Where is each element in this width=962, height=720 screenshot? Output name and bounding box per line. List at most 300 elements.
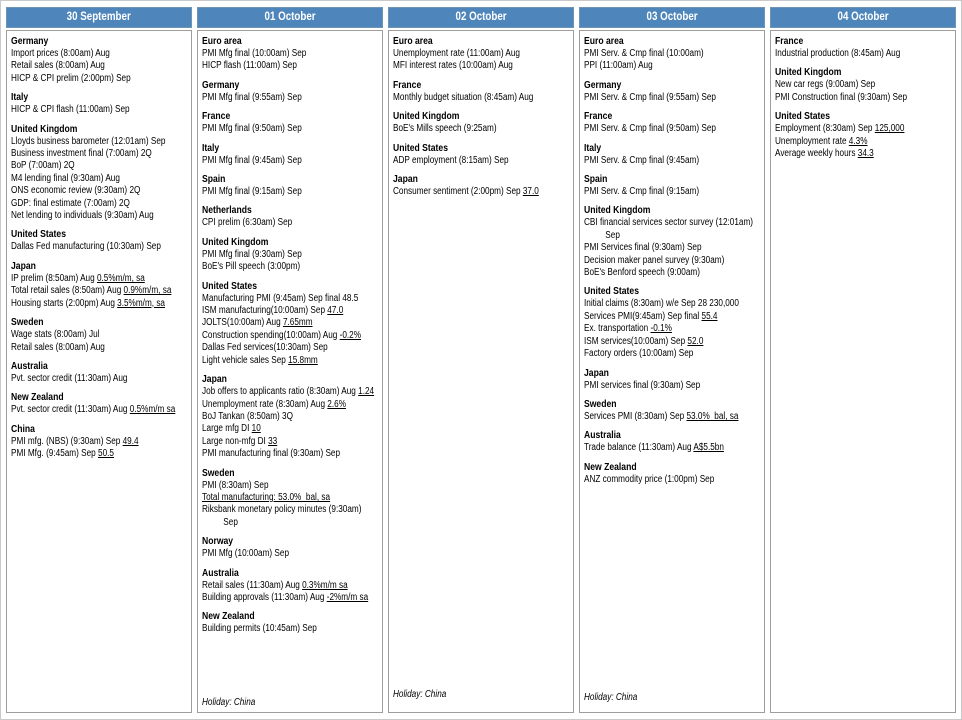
column-date-header: [770, 7, 956, 28]
event-value: 55.4: [701, 310, 718, 322]
column-events-body: [6, 30, 192, 713]
event-item: [584, 336, 753, 348]
event-text: Wage stats (8:00am) Jul: [11, 329, 100, 341]
event-item: [11, 373, 175, 385]
event-value: 37.0: [522, 186, 539, 198]
column-date-header: [6, 7, 192, 28]
event-item: [11, 436, 175, 448]
event-item: [393, 92, 539, 104]
country-name: Sweden: [584, 397, 617, 410]
event-value: 52.0: [687, 335, 704, 347]
event-text: Unemployment rate (11:00am) Aug: [393, 48, 520, 59]
event-text: Job offers to applicants ratio (8:30am) Aug: [202, 386, 359, 398]
event-text: Manufacturing PMI (9:45am) Sep final 48.5: [202, 292, 359, 304]
event-text: HICP & CPI prelim (2:00pm) Sep: [11, 72, 131, 84]
event-item: [202, 342, 374, 354]
event-value: 7.65mm: [282, 317, 313, 329]
column-events-content: [202, 34, 374, 709]
event-item: [11, 285, 175, 297]
event-text: Sep: [223, 516, 238, 528]
event-text: Employment (8:30am) Sep: [775, 123, 875, 135]
event-item: [202, 48, 374, 60]
event-item: [775, 92, 919, 104]
country-name: New Zealand: [584, 460, 637, 473]
event-item: [202, 492, 374, 504]
holiday-note: Holiday: China: [393, 688, 447, 700]
event-item: [775, 148, 919, 160]
event-item: [11, 404, 175, 416]
event-item: [202, 580, 374, 592]
country-name: Germany: [584, 78, 622, 91]
event-item: [11, 329, 175, 341]
event-item: [202, 305, 374, 317]
event-text: PMI Serv. & Cmp final (9:55am) Sep: [584, 91, 716, 103]
event-item: [11, 298, 175, 310]
country-name: Italy: [584, 141, 602, 154]
column-date-label: 30 September: [66, 11, 132, 23]
event-value: 4.3%: [848, 135, 868, 147]
economic-calendar-table: [6, 7, 956, 713]
event-text: Retail sales (8:00am) Aug: [11, 341, 105, 353]
event-item: [584, 60, 753, 72]
event-text: ONS economic review (9:30am) 2Q: [11, 185, 141, 197]
event-item: [202, 261, 374, 273]
event-item: [11, 48, 175, 60]
event-item: [202, 317, 374, 329]
event-text: M4 lending final (9:30am) Aug: [11, 172, 120, 184]
country-section: [775, 66, 919, 104]
country-section: [775, 35, 919, 60]
country-name: Italy: [11, 91, 29, 104]
event-item: [11, 73, 175, 85]
event-text: PMI Mfg final (9:30am) Sep: [202, 248, 302, 260]
event-item: [202, 386, 374, 398]
country-section: [584, 429, 753, 454]
event-text: Sep: [605, 229, 620, 241]
event-item: [584, 323, 753, 335]
event-item: [584, 267, 753, 279]
country-section: [202, 610, 374, 635]
country-name: United Kingdom: [775, 66, 842, 79]
calendar-day-column: [579, 7, 765, 713]
event-item: [11, 173, 175, 185]
event-item: [11, 148, 175, 160]
event-text: PMI Mfg final (9:45am) Sep: [202, 154, 302, 166]
event-item: [584, 123, 753, 135]
event-text: Total retail sales (8:50am) Aug: [11, 285, 124, 297]
event-text: Import prices (8:00am) Aug: [11, 48, 110, 59]
event-item: [202, 186, 374, 198]
country-section: [11, 228, 175, 253]
country-name: Norway: [202, 535, 234, 548]
country-name: Japan: [11, 259, 36, 272]
event-item: [393, 60, 539, 72]
event-text: Building permits (10:45am) Sep: [202, 623, 317, 635]
event-text: MFI interest rates (10:00am) Aug: [393, 60, 513, 72]
event-text: BoE's Mills speech (9:25am): [393, 123, 497, 135]
event-item: [202, 423, 374, 435]
event-text: Factory orders (10:00am) Sep: [584, 348, 694, 360]
country-name: New Zealand: [202, 610, 255, 623]
event-item: [11, 342, 175, 354]
event-text: Dallas Fed services(10:30am) Sep: [202, 342, 328, 354]
event-item: [202, 504, 374, 516]
country-name: France: [775, 35, 804, 47]
event-item: [11, 448, 175, 460]
event-text: BoE's Pill speech (3:00pm): [202, 261, 301, 273]
event-text: Pvt. sector credit (11:30am) Aug: [11, 372, 128, 384]
event-text: Riksbank monetary policy minutes (9:30am): [202, 504, 362, 516]
event-text: Large non-mfg DI: [202, 435, 269, 447]
event-text: PMI Serv. & Cmp final (9:50am) Sep: [584, 123, 716, 135]
event-value: 0.9%m/m, sa: [123, 285, 172, 297]
column-events-content: [584, 34, 753, 709]
event-item: [11, 60, 175, 72]
event-text: PMI (8:30am) Sep: [202, 479, 269, 491]
event-value: Total manufacturing: 53.0% bal, sa: [202, 491, 331, 503]
event-text: Housing starts (2:00pm) Aug: [11, 297, 118, 309]
event-item: [584, 242, 753, 254]
event-text: JOLTS(10:00am) Aug: [202, 317, 283, 329]
country-section: [584, 35, 753, 73]
event-item: [202, 92, 374, 104]
country-name: United States: [584, 285, 640, 298]
event-value: -0.1%: [650, 323, 672, 335]
event-text: Decision maker panel survey (9:30am): [584, 254, 725, 266]
country-name: United States: [393, 141, 449, 154]
country-name: Euro area: [584, 35, 624, 47]
country-section: [202, 142, 374, 167]
country-section: [202, 535, 374, 560]
event-text: New car regs (9:00am) Sep: [775, 79, 876, 91]
event-text: Industrial production (8:45am) Aug: [775, 48, 901, 59]
event-text: PMI Mfg final (9:55am) Sep: [202, 91, 302, 103]
event-text: PMI Construction final (9:30am) Sep: [775, 91, 908, 103]
event-item: [11, 210, 175, 222]
event-text: Net lending to individuals (9:30am) Aug: [11, 210, 154, 222]
country-section: [584, 110, 753, 135]
event-item: [202, 249, 374, 261]
column-date-label: 03 October: [646, 11, 698, 23]
country-section: [202, 567, 374, 605]
event-text: Pvt. sector credit (11:30am) Aug: [11, 404, 130, 416]
event-item: [584, 230, 753, 242]
event-item: [584, 217, 753, 229]
event-value: 15.8mm: [288, 354, 318, 366]
event-item: [775, 136, 919, 148]
event-value: 0.5%m/m, sa: [96, 272, 145, 284]
country-section: [202, 280, 374, 367]
event-item: [393, 48, 539, 60]
country-name: United States: [11, 228, 67, 241]
column-date-label: 04 October: [837, 11, 889, 23]
event-text: Ex. transportation: [584, 323, 651, 335]
column-events-body: [579, 30, 765, 713]
country-section: [11, 423, 175, 461]
event-text: Building approvals (11:30am) Aug: [202, 591, 327, 603]
event-text: PMI Serv. & Cmp final (9:15am): [584, 186, 700, 198]
country-section: [11, 35, 175, 85]
event-text: PMI Mfg (10:00am) Sep: [202, 548, 290, 560]
event-value: 125,000: [874, 123, 905, 135]
country-section: [202, 467, 374, 530]
event-item: [584, 380, 753, 392]
country-section: [11, 391, 175, 416]
event-item: [202, 155, 374, 167]
column-events-body: [197, 30, 383, 713]
event-item: [202, 293, 374, 305]
event-text: Monthly budget situation (8:45am) Aug: [393, 91, 534, 103]
country-section: [393, 173, 539, 198]
country-name: Italy: [202, 141, 220, 154]
country-section: [11, 123, 175, 223]
country-name: Netherlands: [202, 204, 252, 217]
event-item: [584, 155, 753, 167]
country-name: United Kingdom: [393, 110, 460, 123]
event-text: Retail sales (11:30am) Aug: [202, 579, 303, 591]
country-section: [584, 285, 753, 360]
event-value: 53.0% bal, sa: [686, 410, 739, 422]
country-name: United Kingdom: [584, 204, 651, 217]
country-name: France: [393, 78, 422, 91]
event-value: 0.3%m/m sa: [302, 579, 348, 591]
event-text: Average weekly hours: [775, 148, 858, 160]
country-name: New Zealand: [11, 391, 64, 404]
event-item: [584, 411, 753, 423]
country-section: [202, 35, 374, 73]
event-item: [584, 186, 753, 198]
event-item: [11, 241, 175, 253]
event-value: 2.6%: [327, 398, 346, 410]
country-section: [393, 35, 539, 73]
event-item: [584, 348, 753, 360]
column-date-label: 01 October: [264, 11, 316, 23]
event-item: [393, 186, 539, 198]
country-name: Japan: [584, 366, 609, 379]
event-text: Light vehicle sales Sep: [202, 354, 289, 366]
country-section: [202, 79, 374, 104]
event-value: 34.3: [857, 148, 874, 160]
calendar-day-column: [388, 7, 574, 713]
event-text: Lloyds business barometer (12:01am) Sep: [11, 135, 166, 147]
country-section: [11, 360, 175, 385]
event-item: [202, 60, 374, 72]
event-value: 50.5: [98, 448, 114, 460]
event-text: Initial claims (8:30am) w/e Sep 28 230,000: [584, 298, 739, 310]
country-name: Euro area: [393, 35, 433, 47]
country-name: Spain: [584, 173, 608, 186]
column-date-header: [579, 7, 765, 28]
event-text: ADP employment (8:15am) Sep: [393, 154, 509, 166]
country-name: Euro area: [202, 35, 242, 47]
event-text: BoE's Benford speech (9:00am): [584, 267, 700, 279]
country-section: [584, 204, 753, 279]
calendar-day-column: [6, 7, 192, 713]
event-item: [202, 330, 374, 342]
country-section: [584, 398, 753, 423]
event-value: 1.24: [358, 386, 375, 398]
event-item: [202, 480, 374, 492]
country-name: United States: [775, 110, 831, 123]
holiday-note: Holiday: China: [584, 691, 638, 703]
event-item: [202, 123, 374, 135]
event-item: [775, 79, 919, 91]
event-text: PMI Mfg final (9:15am) Sep: [202, 186, 302, 198]
event-item: [584, 92, 753, 104]
column-events-body: [770, 30, 956, 713]
event-text: HICP flash (11:00am) Sep: [202, 60, 297, 72]
country-name: Japan: [393, 173, 418, 186]
column-events-body: [388, 30, 574, 713]
event-text: CPI prelim (6:30am) Sep: [202, 217, 293, 229]
country-name: Australia: [11, 359, 48, 372]
event-item: [584, 474, 753, 486]
country-section: [11, 316, 175, 354]
event-value: A$5.5bn: [693, 442, 724, 454]
event-text: PMI services final (9:30am) Sep: [584, 379, 701, 391]
country-section: [584, 173, 753, 198]
event-text: Dallas Fed manufacturing (10:30am) Sep: [11, 241, 161, 253]
country-section: [584, 461, 753, 486]
country-name: Australia: [584, 429, 621, 442]
event-item: [584, 298, 753, 310]
country-section: [584, 367, 753, 392]
country-name: Sweden: [11, 316, 44, 329]
country-name: Sweden: [202, 466, 235, 479]
country-name: United Kingdom: [11, 122, 78, 135]
country-name: United Kingdom: [202, 235, 269, 248]
country-name: United States: [202, 279, 258, 292]
event-item: [202, 399, 374, 411]
event-text: BoP (7:00am) 2Q: [11, 160, 75, 172]
event-text: PPI (11:00am) Aug: [584, 60, 653, 72]
event-text: PMI mfg. (NBS) (9:30am) Sep: [11, 435, 123, 447]
event-item: [202, 517, 374, 529]
event-text: BoJ Tankan (8:50am) 3Q: [202, 410, 293, 422]
country-name: China: [11, 422, 35, 435]
calendar-day-column: [197, 7, 383, 713]
event-text: Services PMI(9:45am) Sep final: [584, 310, 702, 322]
event-item: [202, 436, 374, 448]
country-name: Spain: [202, 173, 226, 186]
country-name: Australia: [202, 566, 239, 579]
country-name: Germany: [202, 78, 240, 91]
event-text: PMI Mfg final (10:00am) Sep: [202, 48, 307, 59]
column-date-label: 02 October: [455, 11, 507, 23]
event-text: IP prelim (8:50am) Aug: [11, 272, 97, 284]
country-section: [11, 91, 175, 116]
event-item: [584, 311, 753, 323]
event-item: [202, 592, 374, 604]
country-section: [202, 173, 374, 198]
column-events-content: [11, 34, 175, 709]
event-text: CBI financial services sector survey (12:01am): [584, 217, 754, 229]
event-value: 0.5%m/m sa: [129, 404, 176, 416]
column-date-header: [388, 7, 574, 28]
event-text: GDP: final estimate (7:00am) 2Q: [11, 197, 130, 209]
country-section: [584, 79, 753, 104]
event-item: [775, 48, 919, 60]
event-item: [584, 48, 753, 60]
event-item: [202, 548, 374, 560]
event-item: [202, 355, 374, 367]
country-name: Germany: [11, 35, 49, 47]
event-text: Unemployment rate (8:30am) Aug: [202, 398, 328, 410]
event-item: [202, 448, 374, 460]
country-name: France: [584, 110, 613, 123]
country-section: [393, 110, 539, 135]
event-text: PMI Serv. & Cmp final (9:45am): [584, 154, 700, 166]
event-text: PMI manufacturing final (9:30am) Sep: [202, 448, 341, 460]
event-text: Construction spending(10:00am) Aug: [202, 329, 340, 341]
event-text: PMI Services final (9:30am) Sep: [584, 242, 702, 254]
event-text: HICP & CPI flash (11:00am) Sep: [11, 104, 130, 116]
event-text: Trade balance (11:30am) Aug: [584, 442, 694, 454]
event-text: PMI Serv. & Cmp final (10:00am): [584, 48, 704, 59]
event-value: 49.4: [122, 435, 139, 447]
event-item: [584, 442, 753, 454]
event-text: PMI Mfg. (9:45am) Sep: [11, 448, 99, 460]
event-text: ANZ commodity price (1:00pm) Sep: [584, 473, 715, 485]
event-item: [393, 123, 539, 135]
event-item: [11, 198, 175, 210]
event-value: -0.2%: [339, 329, 362, 341]
column-date-header: [197, 7, 383, 28]
country-name: Japan: [202, 373, 227, 386]
country-section: [584, 142, 753, 167]
event-item: [11, 273, 175, 285]
event-text: Unemployment rate: [775, 135, 849, 147]
country-section: [11, 260, 175, 310]
event-text: Large mfg DI: [202, 423, 252, 435]
event-item: [584, 255, 753, 267]
event-value: 3.5%m/m, sa: [117, 297, 166, 309]
country-section: [202, 110, 374, 135]
country-section: [202, 236, 374, 274]
event-text: ISM services(10:00am) Sep: [584, 335, 688, 347]
event-item: [202, 217, 374, 229]
event-text: Consumer sentiment (2:00pm) Sep: [393, 186, 523, 198]
event-item: [202, 623, 374, 635]
country-section: [775, 110, 919, 160]
column-events-content: [775, 34, 919, 709]
event-item: [393, 155, 539, 167]
event-text: ISM manufacturing(10:00am) Sep: [202, 305, 328, 317]
holiday-note: Holiday: China: [202, 696, 256, 708]
calendar-day-column: [770, 7, 956, 713]
event-value: 33: [268, 435, 278, 447]
event-item: [202, 411, 374, 423]
event-item: [11, 185, 175, 197]
event-item: [11, 160, 175, 172]
event-item: [775, 123, 919, 135]
event-value: -2%m/m sa: [326, 591, 369, 603]
event-text: Business investment final (7:00am) 2Q: [11, 148, 152, 160]
country-section: [393, 79, 539, 104]
country-section: [202, 373, 374, 460]
event-value: 10: [251, 423, 261, 435]
column-events-content: [393, 34, 539, 709]
event-value: 47.0: [327, 305, 344, 317]
country-section: [202, 204, 374, 229]
event-text: Retail sales (8:00am) Aug: [11, 60, 105, 72]
event-item: [11, 104, 175, 116]
country-section: [393, 142, 539, 167]
event-item: [11, 136, 175, 148]
country-name: France: [202, 110, 231, 123]
event-text: PMI Mfg final (9:50am) Sep: [202, 123, 302, 135]
event-text: Services PMI (8:30am) Sep: [584, 410, 687, 422]
